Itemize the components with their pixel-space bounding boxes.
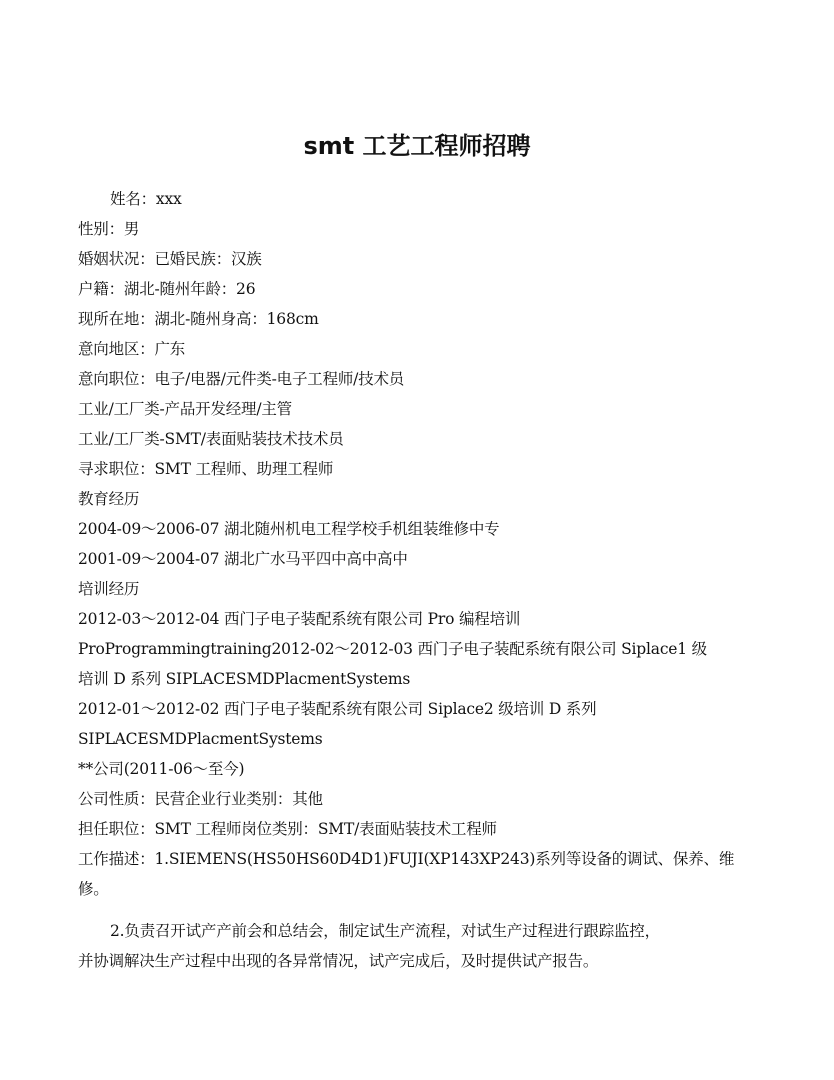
marital-ethnicity-line: 婚姻状况：已婚民族：汉族 bbox=[78, 250, 262, 268]
job-description-line: 工作描述：1.SIEMENS(HS50HS60D4D1)FUJI(XP143XP243)系列等设备的调试、保养、维 bbox=[78, 850, 735, 868]
education-item: 2004-09～2006-07 湖北随州机电工程学校手机组装维修中专 bbox=[78, 520, 500, 538]
name-line: 姓名：xxx bbox=[110, 190, 182, 208]
hukou-age-line: 户籍：湖北-随州年龄：26 bbox=[78, 280, 256, 298]
document-title: smt 工艺工程师招聘 bbox=[303, 132, 531, 160]
desired-position-line: 意向职位：电子/电器/元件类-电子工程师/技术员 bbox=[78, 370, 405, 388]
training-item: 2012-03～2012-04 西门子电子装配系统有限公司 Pro 编程培训 bbox=[78, 610, 521, 628]
gender-line: 性别：男 bbox=[78, 220, 140, 238]
desired-position-line: 工业/工厂类-SMT/表面贴装技术技术员 bbox=[78, 430, 344, 448]
company-nature-line: 公司性质：民营企业行业类别：其他 bbox=[78, 790, 323, 808]
education-item: 2001-09～2004-07 湖北广水马平四中高中高中 bbox=[78, 550, 408, 568]
sought-position-line: 寻求职位：SMT 工程师、助理工程师 bbox=[78, 460, 334, 478]
education-heading: 教育经历 bbox=[78, 490, 140, 508]
location-height-line: 现所在地：湖北-随州身高：168cm bbox=[78, 310, 319, 328]
desired-region-line: 意向地区：广东 bbox=[78, 340, 186, 358]
work-company-line: **公司(2011-06～至今) bbox=[78, 760, 245, 778]
desired-position-line: 工业/工厂类-产品开发经理/主管 bbox=[78, 400, 292, 418]
training-item: ProProgrammingtraining2012-02～2012-03 西门子电子装配系统有限公司 Siplace1 级 bbox=[78, 640, 707, 658]
training-item: 2012-01～2012-02 西门子电子装配系统有限公司 Siplace2 级培训 D 系列 bbox=[78, 700, 597, 718]
job-title-line: 担任职位：SMT 工程师岗位类别：SMT/表面贴装技术工程师 bbox=[78, 820, 497, 838]
training-item: SIPLACESMDPlacmentSystems bbox=[78, 730, 323, 748]
job-description-line: 并协调解决生产过程中出现的各异常情况，试产完成后，及时提供试产报告。 bbox=[78, 952, 599, 970]
resume-body bbox=[78, 186, 758, 978]
paragraph-gap bbox=[78, 906, 758, 918]
job-description-line: 2.负责召开试产产前会和总结会，制定试生产流程，对试生产过程进行跟踪监控， bbox=[110, 922, 660, 940]
training-heading: 培训经历 bbox=[78, 580, 140, 598]
job-description-line: 修。 bbox=[78, 880, 109, 898]
training-item: 培训 D 系列 SIPLACESMDPlacmentSystems bbox=[78, 670, 411, 688]
